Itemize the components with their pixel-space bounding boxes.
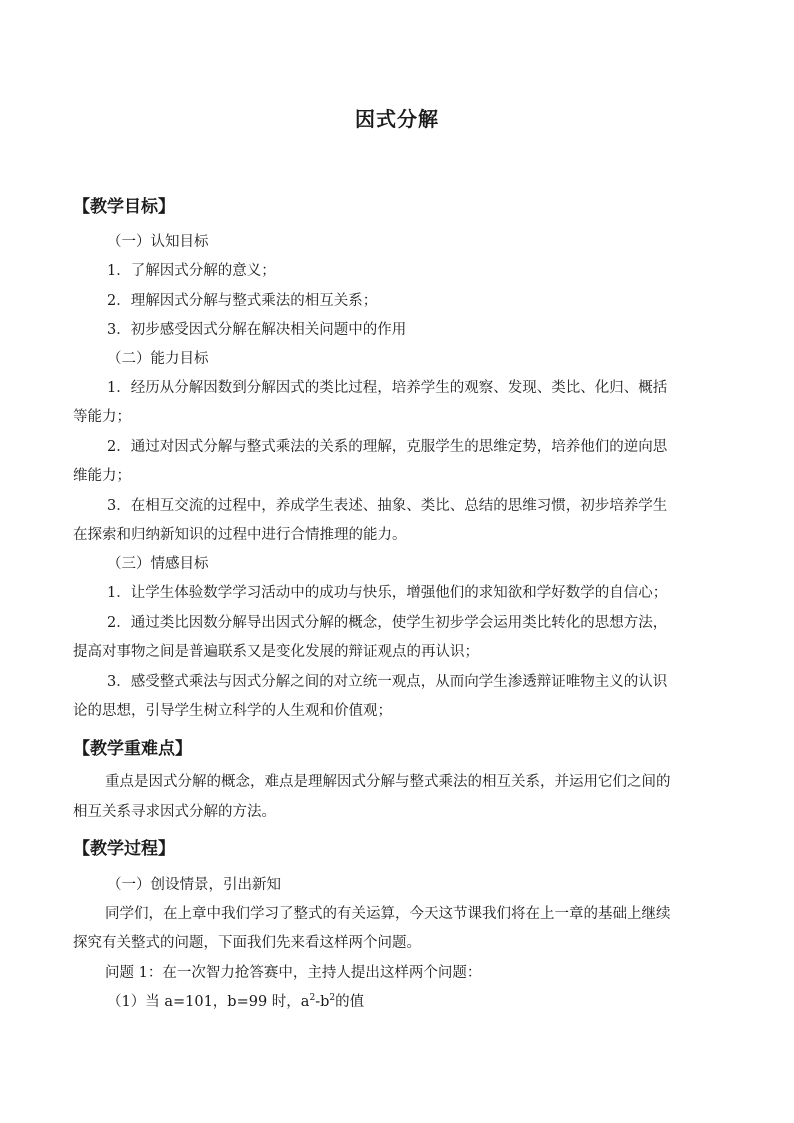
ability-item-2-line2: 维能力； <box>73 468 131 484</box>
emotion-item-3-line2: 论的思想，引导学生树立科学的人生观和价值观； <box>73 703 392 719</box>
process-paragraph-line1: 同学们，在上章中我们学习了整式的有关运算，今天这节课我们将在上一章的基础上继续 <box>105 906 671 922</box>
emotion-item-3-line1: 3．感受整式乘法与因式分解之间的对立统一观点，从而向学生渗透辩证唯物主义的认识 <box>107 674 668 690</box>
question-1-part-1 <box>107 995 364 1010</box>
cognitive-item-1: 1．了解因式分解的意义； <box>107 263 276 279</box>
exponent-a: 2 <box>309 993 316 1004</box>
section-heading-goals: 【教学目标】 <box>73 197 175 217</box>
emotion-item-2-line2: 提高对事物之间是普遍联系又是变化发展的辩证观点的再认识； <box>73 644 479 660</box>
question-1-part-1-mid: -b <box>315 994 330 1010</box>
question-1: 问题 1：在一次智力抢答赛中，主持人提出这样两个问题： <box>105 965 482 981</box>
process-subsection-1: （一）创设情景，引出新知 <box>107 877 281 893</box>
ability-item-2-line1: 2．通过对因式分解与整式乘法的关系的理解，克服学生的思维定势，培养他们的逆向思 <box>107 439 668 455</box>
subsection-emotion: （三）情感目标 <box>107 556 209 572</box>
keypoints-line1: 重点是因式分解的概念，难点是理解因式分解与整式乘法的相互关系，并运用它们之间的 <box>105 774 671 790</box>
exponent-b: 2 <box>329 993 336 1004</box>
ability-item-1-line1: 1．经历从分解因数到分解因式的类比过程，培养学生的观察、发现、类比、化归、概括 <box>107 380 668 396</box>
subsection-cognitive: （一）认知目标 <box>107 234 209 250</box>
subsection-ability: （二）能力目标 <box>107 351 209 367</box>
document-title: 因式分解 <box>355 107 439 131</box>
keypoints-line2: 相互关系寻求因式分解的方法。 <box>73 804 276 820</box>
section-heading-process: 【教学过程】 <box>73 839 175 859</box>
question-1-part-1-prefix: （1）当 a=101，b=99 时，a <box>107 994 310 1010</box>
process-paragraph-line2: 探究有关整式的问题，下面我们先来看这样两个问题。 <box>73 935 421 951</box>
ability-item-3-line2: 在探索和归纳新知识的过程中进行合情推理的能力。 <box>73 527 407 543</box>
emotion-item-2-line1: 2．通过类比因数分解导出因式分解的概念，使学生初步学会运用类比转化的思想方法， <box>107 615 668 631</box>
question-1-part-1-suffix: 的值 <box>335 994 365 1010</box>
cognitive-item-3: 3．初步感受因式分解在解决相关问题中的作用 <box>107 322 407 338</box>
emotion-item-1: 1．让学生体验数学学习活动中的成功与快乐，增强他们的求知欲和学好数学的自信心； <box>107 585 668 601</box>
cognitive-item-2: 2．理解因式分解与整式乘法的相互关系； <box>107 293 378 309</box>
section-heading-keypoints: 【教学重难点】 <box>73 739 192 759</box>
ability-item-3-line1: 3．在相互交流的过程中，养成学生表述、抽象、类比、总结的思维习惯，初步培养学生 <box>107 498 668 514</box>
ability-item-1-line2: 等能力； <box>73 409 131 425</box>
